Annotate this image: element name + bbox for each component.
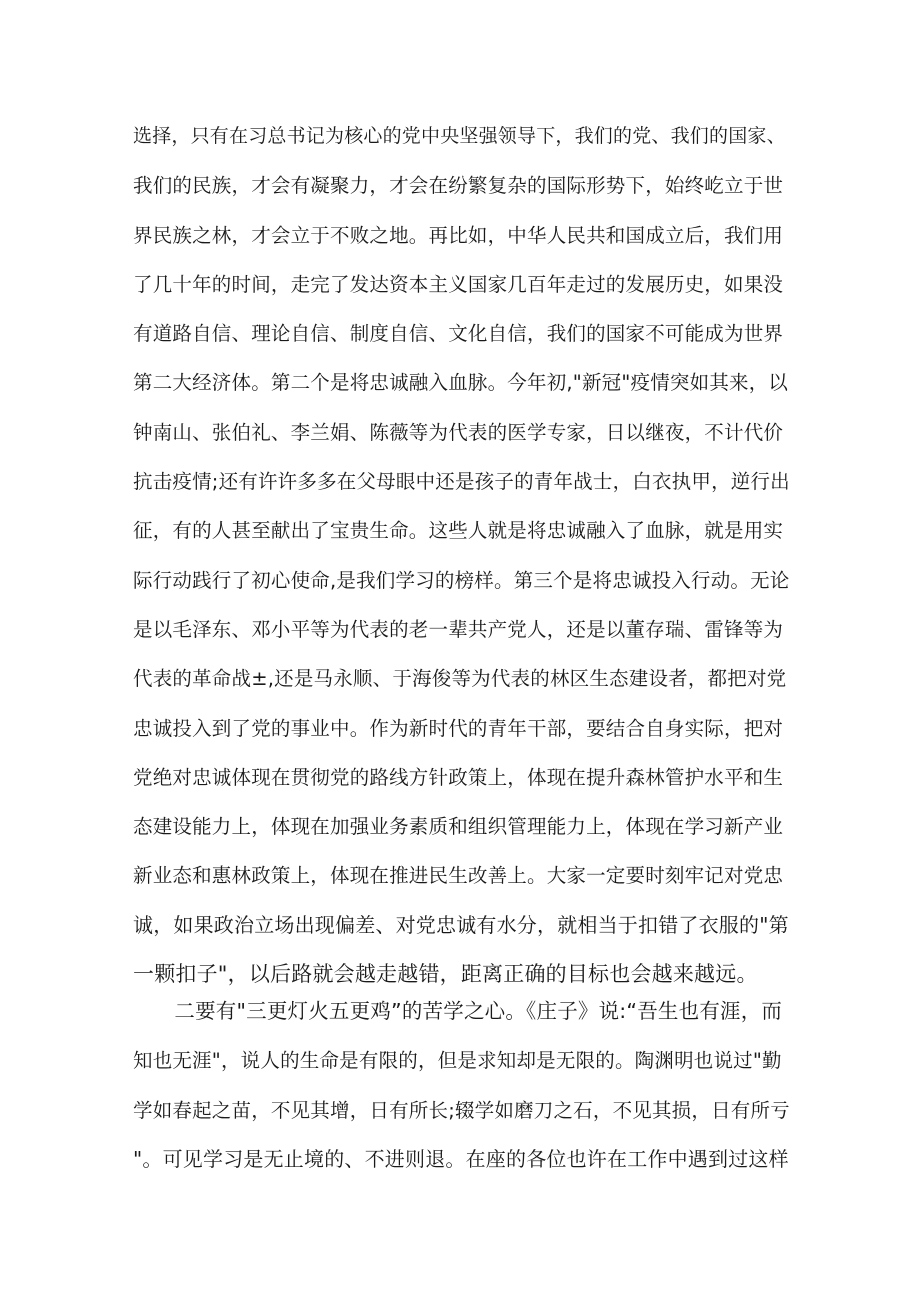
text-line: 有道路自信、理论自信、制度自信、文化自信，我们的国家不可能成为世界 [133, 322, 784, 346]
text-line: 抗击疫情;还有许许多多在父母眼中还是孩子的青年战士，白衣执甲，逆行出 [133, 470, 790, 494]
text-line: 是以毛泽东、邓小平等为代表的老一辈共产党人，还是以董存瑞、雷锋等为 [133, 617, 784, 641]
text-line: 际行动践行了初心使命,是我们学习的榜样。第三个是将忠诚投入行动。无论 [133, 568, 790, 592]
text-line: 诚，如果政治立场出现偏差、对党忠诚有水分，就相当于扣错了衣服的"第 [133, 912, 789, 937]
text-line: 一颗扣子"，以后路就会越走越错，距离正确的目标也会越来越远。 [133, 962, 758, 987]
text-line: 党绝对忠诚体现在贯彻党的路线方针政策上，体现在提升森林管护水平和生 [133, 765, 784, 789]
text-line: 界民族之林，才会立于不败之地。再比如，中华人民共和国成立后，我们用 [133, 223, 784, 247]
text-line: 代表的革命战±,还是马永顺、于海俊等为代表的林区生态建设者，都把对党 [133, 667, 787, 691]
text-line: 忠诚投入到了党的事业中。作为新时代的青年干部，要结合自身实际，把对 [133, 716, 784, 740]
text-line: 知也无涯"，说人的生命是有限的，但是求知却是无限的。陶渊明也说过"勤 [133, 1049, 782, 1073]
text-line: 二要有"三更灯火五更鸡”的苦学之心。《庄子》说:“吾生也有涯，而 [133, 999, 783, 1023]
body-paragraph-1 [133, 112, 797, 999]
text-line: 新业态和惠林政策上，体现在推进民生改善上。大家一定要时刻牢记对党忠 [133, 864, 784, 888]
text-line: 了几十年的时间，走完了发达资本主义国家几百年走过的发展历史，如果没 [133, 272, 784, 296]
text-line: 第二大经济体。第二个是将忠诚融入血脉。今年初,"新冠"疫情突如其来，以 [133, 371, 789, 395]
text-line: 我们的民族，才会有凝聚力，才会在纷繁复杂的国际形势下，始终屹立于世 [133, 174, 784, 198]
text-line: 态建设能力上，体现在加强业务素质和组织管理能力上，体现在学习新产业 [133, 815, 784, 839]
text-line: 钟南山、张伯礼、李兰娟、陈薇等为代表的医学专家，日以继夜，不计代价 [133, 420, 784, 444]
text-line: 征，有的人甚至献出了宝贵生命。这些人就是将忠诚融入了血脉，就是用实 [133, 519, 784, 543]
body-paragraph-2 [133, 987, 797, 1184]
text-line: 学如春起之苗，不见其增，日有所长;辍学如磨刀之石，不见其损，日有所亏 [133, 1098, 790, 1122]
text-line: 选择，只有在习总书记为核心的党中央坚强领导下，我们的党、我们的国家、 [133, 125, 786, 147]
text-line: "。可见学习是无止境的、不进则退。在座的各位也许在工作中遇到过这样 [133, 1146, 789, 1171]
